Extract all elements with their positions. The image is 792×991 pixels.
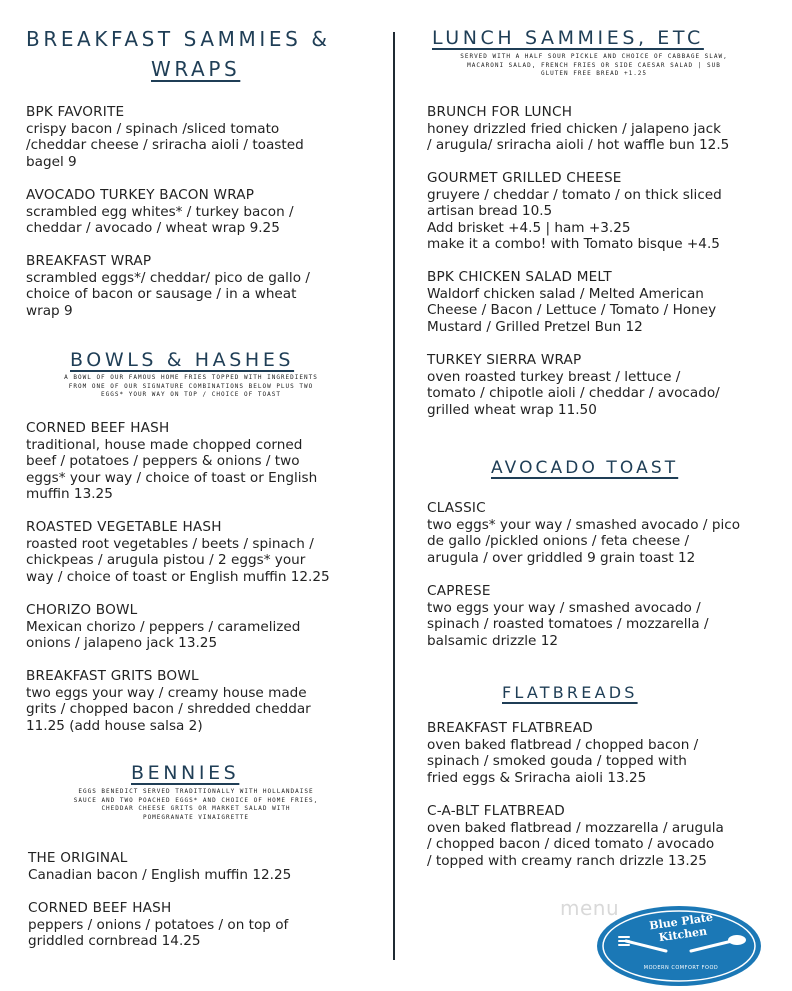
item-desc-line: balsamic drizzle 12 — [427, 632, 558, 649]
subtitle-line: GLUTEN FREE BREAD +1.25 — [540, 70, 648, 78]
watermark-text: menu — [560, 896, 620, 920]
restaurant-logo — [596, 905, 762, 987]
item-desc-line: Waldorf chicken salad / Melted American — [427, 285, 704, 302]
item-name: CORNED BEEF HASH — [28, 900, 172, 916]
menu-item — [427, 170, 772, 253]
item-desc-line: eggs* your way / choice of toast or English — [26, 469, 318, 486]
logo-tagline: MODERN COMFORT FOOD — [643, 965, 719, 971]
item-desc-line: tomato / chipotle aioli / cheddar / avocado/ — [427, 385, 720, 402]
subtitle-line: SERVED WITH A HALF SOUR PICKLE AND CHOICE OF CABBAGE SLAW, — [460, 53, 728, 60]
item-desc-line: make it a combo! with Tomato bisque +4.5 — [427, 236, 720, 253]
item-desc-line: Mustard / Grilled Pretzel Bun 12 — [427, 318, 643, 335]
lunch-title-text: LUNCH SAMMIES, ETC — [432, 27, 704, 49]
menu-item — [26, 104, 366, 170]
menu-item — [28, 900, 368, 950]
flatbreads-title-text: FLATBREADS — [502, 683, 638, 702]
item-desc-line: scrambled eggs*/ cheddar/ pico de gallo / — [26, 269, 310, 286]
item-desc-line: / arugula/ sriracha aioli / hot waffle bun 12.5 — [427, 137, 730, 154]
item-name: C-A-BLT FLATBREAD — [427, 803, 565, 819]
section-title-bowls — [70, 346, 294, 374]
item-desc-line: two eggs your way / creamy house made — [26, 684, 307, 701]
menu-item — [26, 187, 366, 237]
item-name: ROASTED VEGETABLE HASH — [26, 519, 222, 535]
menu-item — [427, 803, 772, 869]
item-desc-line: peppers / onions / potatoes / on top of — [28, 916, 289, 933]
item-desc-line: spinach / roasted tomatoes / mozzarella / — [427, 616, 709, 633]
menu-item — [427, 500, 777, 566]
item-name: CLASSIC — [427, 500, 486, 516]
breakfast-title-line1: BREAKFAST SAMMIES & — [26, 27, 331, 51]
menu-item — [427, 269, 772, 335]
item-desc-line: crispy bacon / spinach /sliced tomato — [26, 120, 280, 137]
bennies-subtitle — [26, 788, 366, 823]
item-desc-line: / topped with creamy ranch drizzle 13.25 — [427, 852, 707, 869]
item-desc-line: Cheese / Bacon / Lettuce / Tomato / Honey — [427, 302, 717, 319]
item-desc-line: beef / potatoes / peppers & onions / two — [26, 453, 300, 470]
menu-item — [26, 519, 371, 585]
subtitle-line: POMEGRANATE VINAIGRETTE — [142, 814, 250, 822]
menu-item — [427, 720, 772, 786]
section-title-bennies — [131, 759, 239, 787]
item-name: CORNED BEEF HASH — [26, 420, 170, 436]
item-desc-line: two eggs* your way / smashed avocado / pico — [427, 516, 741, 533]
menu-item — [26, 602, 371, 652]
item-desc-line: choice of bacon or sausage / in a wheat — [26, 286, 297, 303]
item-desc-line: griddled cornbread 14.25 — [28, 933, 201, 950]
item-desc-line: fried eggs & Sriracha aioli 13.25 — [427, 769, 647, 786]
item-name: CHORIZO BOWL — [26, 602, 138, 618]
item-name: AVOCADO TURKEY BACON WRAP — [26, 187, 255, 203]
item-desc-line: two eggs your way / smashed avocado / — [427, 599, 701, 616]
item-desc-line: /cheddar cheese / sriracha aioli / toasted — [26, 137, 304, 154]
column-divider — [393, 32, 395, 960]
menu-item — [26, 668, 371, 734]
item-desc-line: bagel 9 — [26, 153, 77, 170]
subtitle-line: A BOWL OF OUR FAMOUS HOME FRIES TOPPED WITH INGREDIENTS — [64, 374, 318, 381]
menu-item — [427, 583, 777, 649]
subtitle-line: EGGS* YOUR WAY ON TOP / CHOICE OF TOAST — [101, 391, 281, 399]
item-desc-line: oven baked flatbread / chopped bacon / — [427, 736, 699, 753]
subtitle-line: EGGS BENEDICT SERVED TRADITIONALLY WITH HOLLANDAISE — [78, 788, 314, 795]
menu-item — [427, 104, 772, 154]
item-desc-line: way / choice of toast or English muffin 12.25 — [26, 568, 330, 585]
item-desc-line: roasted root vegetables / beets / spinach / — [26, 535, 314, 552]
item-desc-line: grilled wheat wrap 11.50 — [427, 401, 597, 418]
section-title-breakfast — [26, 24, 331, 54]
item-desc-line: scrambled egg whites* / turkey bacon / — [26, 203, 294, 220]
item-desc-line: cheddar / avocado / wheat wrap 9.25 — [26, 220, 280, 237]
item-desc-line: de gallo /pickled onions / feta cheese / — [427, 533, 690, 550]
item-desc-line: 11.25 (add house salsa 2) — [26, 717, 203, 734]
item-desc-line: wrap 9 — [26, 302, 73, 319]
item-desc-line: honey drizzled fried chicken / jalapeno jack — [427, 120, 721, 137]
item-name: BPK CHICKEN SALAD MELT — [427, 269, 612, 285]
item-desc-line: / chopped bacon / diced tomato / avocado — [427, 836, 715, 853]
menu-item — [26, 253, 366, 319]
item-name: BREAKFAST WRAP — [26, 253, 152, 269]
breakfast-title-line2: WRAPS — [151, 57, 241, 81]
item-desc-line: Mexican chorizo / peppers / caramelized — [26, 618, 301, 635]
subtitle-line: SAUCE AND TWO POACHED EGGS* AND CHOICE OF HOME FRIES, — [73, 796, 319, 804]
item-desc-line: oven roasted turkey breast / lettuce / — [427, 368, 681, 385]
item-name: THE ORIGINAL — [28, 850, 128, 866]
item-desc-line: Add brisket +4.5 | ham +3.25 — [427, 219, 631, 236]
item-name: BPK FAVORITE — [26, 104, 125, 120]
section-title-flatbreads — [502, 681, 638, 705]
subtitle-line: FROM ONE OF OUR SIGNATURE COMBINATIONS BELOW PLUS TWO — [68, 382, 314, 390]
item-name: BRUNCH FOR LUNCH — [427, 104, 573, 120]
item-desc-line: chickpeas / arugula pistou / 2 eggs* your — [26, 552, 306, 569]
bennies-title-text: BENNIES — [131, 762, 240, 784]
lunch-subtitle — [414, 53, 774, 79]
item-desc-line: arugula / over griddled 9 grain toast 12 — [427, 549, 696, 566]
item-name: GOURMET GRILLED CHEESE — [427, 170, 622, 186]
item-name: BREAKFAST FLATBREAD — [427, 720, 593, 736]
item-desc-line: artisan bread 10.5 — [427, 203, 553, 220]
menu-item — [427, 352, 772, 418]
item-desc-line: spinach / smoked gouda / topped with — [427, 753, 687, 770]
item-desc-line: oven baked flatbread / mozzarella / arugula — [427, 819, 724, 836]
subtitle-line: CHEDDAR CHEESE GRITS OR MARKET SALAD WITH — [101, 805, 291, 813]
item-desc-line: traditional, house made chopped corned — [26, 436, 303, 453]
menu-item — [28, 850, 368, 883]
subtitle-line: MACARONI SALAD, FRENCH FRIES OR SIDE CAESAR SALAD | SUB — [467, 61, 721, 69]
section-title-avocado — [491, 455, 678, 481]
logo-name: Blue Plate Kitchen — [648, 910, 714, 945]
item-name: TURKEY SIERRA WRAP — [427, 352, 582, 368]
item-desc-line: onions / jalapeno jack 13.25 — [26, 635, 218, 652]
bowls-subtitle — [26, 374, 356, 400]
item-desc-line: muffin 13.25 — [26, 486, 113, 503]
item-desc-line: grits / chopped bacon / shredded cheddar — [26, 701, 311, 718]
item-name: BREAKFAST GRITS BOWL — [26, 668, 199, 684]
section-title-breakfast-2 — [151, 54, 240, 84]
menu-item — [26, 420, 371, 503]
avocado-title-text: AVOCADO TOAST — [491, 458, 679, 478]
bowls-title-text: BOWLS & HASHES — [70, 349, 295, 371]
item-name: CAPRESE — [427, 583, 491, 599]
section-title-lunch — [432, 24, 704, 52]
item-desc-line: Canadian bacon / English muffin 12.25 — [28, 866, 292, 883]
item-desc-line: gruyere / cheddar / tomato / on thick sliced — [427, 186, 722, 203]
